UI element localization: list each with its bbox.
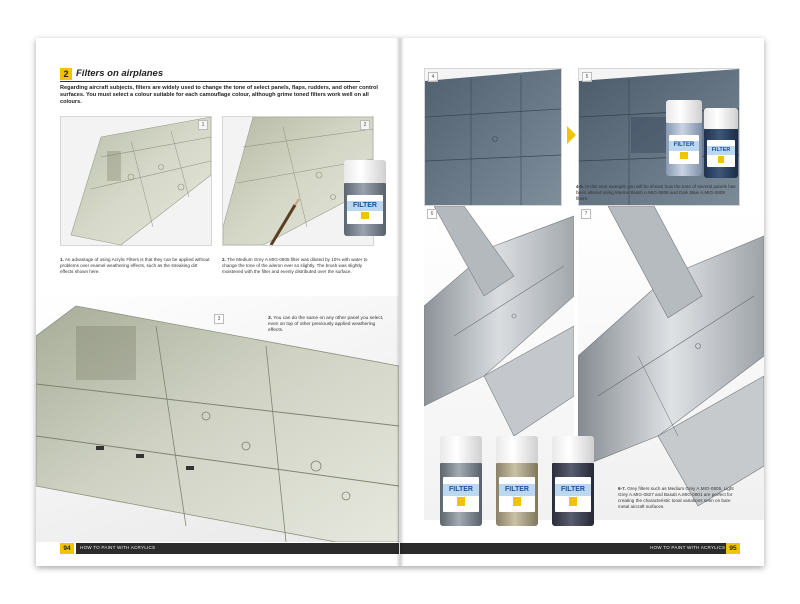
- photo-number: 5: [582, 72, 592, 82]
- wing-photo-1: [61, 117, 211, 245]
- spine-shadow: [396, 38, 404, 566]
- arrow-icon: [567, 126, 576, 144]
- right-page: [400, 38, 764, 566]
- photo-number: 3: [214, 314, 224, 324]
- photo-4: [424, 68, 562, 206]
- jar-label: FILTER: [673, 141, 695, 148]
- caption-2: 2. The Medium Grey A.MIG-0805 filter was diluted by 10% with water to change the tone of the aileron ever so slightly. The brush was slightly moistened with the filter and evenly distributed over the surface.: [222, 257, 368, 274]
- page-number-right: 95: [726, 543, 740, 554]
- photo-7: [578, 206, 764, 520]
- jar-label: FILTER: [505, 485, 529, 493]
- photo-number: 6: [427, 209, 437, 219]
- filter-jar: [344, 160, 386, 236]
- jar-label: FILTER: [449, 485, 473, 493]
- magazine-spread: [36, 38, 764, 566]
- filter-jar: [440, 436, 482, 526]
- photo-number: 4: [428, 72, 438, 82]
- footer-title-right: HOW TO PAINT WITH ACRYLICS: [650, 545, 726, 550]
- photo-1: [60, 116, 212, 246]
- filter-jar: [666, 100, 702, 176]
- section-title: Filters on airplanes: [76, 68, 164, 79]
- intro-paragraph: Regarding aircraft subjects, filters are widely used to change the tone of select panels, flaps, rudders, and other control surfaces. You must select a colour suitable for each camouflage colour, although grime toned filters work well on all colours.: [60, 85, 378, 105]
- caption-1: 1. An advantage of using Acrylic Filters is that they can be applied without problems over enamel weathering effects, such as the streaking dirt effects shown here.: [60, 257, 210, 274]
- caption-6-7: 6-7. Grey filters such as Medium Grey A.MIG-0805, Light Grey A.MIG-0827 and Basalt A.MIG-0801 are perfect for creating the characteristic tonal variations seen on bare metal aircraft surfaces.: [618, 486, 734, 509]
- jar-label: FILTER: [711, 146, 731, 153]
- caption-3: 3. You can do the same on any other panel you select, even on top of other previously applied weathering effects.: [268, 316, 384, 333]
- section-header: [60, 68, 360, 82]
- left-page: [36, 38, 399, 566]
- page-number-left: 94: [60, 543, 74, 554]
- photo-number: 2: [360, 120, 370, 130]
- photo-number: 7: [581, 209, 591, 219]
- filter-jar: [496, 436, 538, 526]
- footer-title-left: HOW TO PAINT WITH ACRYLICS: [80, 545, 156, 550]
- jar-label: FILTER: [561, 485, 585, 493]
- filter-jar: [704, 108, 738, 178]
- jar-label: FILTER: [353, 201, 377, 209]
- section-number: 2: [60, 68, 72, 80]
- blue-panel-photo-4: [425, 69, 561, 205]
- caption-4-5: 4-5. In this next example you will be shown how the tone of several panels has been altered using Marine Bluish A.MIG-0808 and Dark Blue A.MIG-0809 filters.: [576, 184, 736, 201]
- filter-jar: [552, 436, 594, 526]
- photo-number: 1: [198, 120, 208, 130]
- metal-jet-photo-7: [578, 206, 764, 520]
